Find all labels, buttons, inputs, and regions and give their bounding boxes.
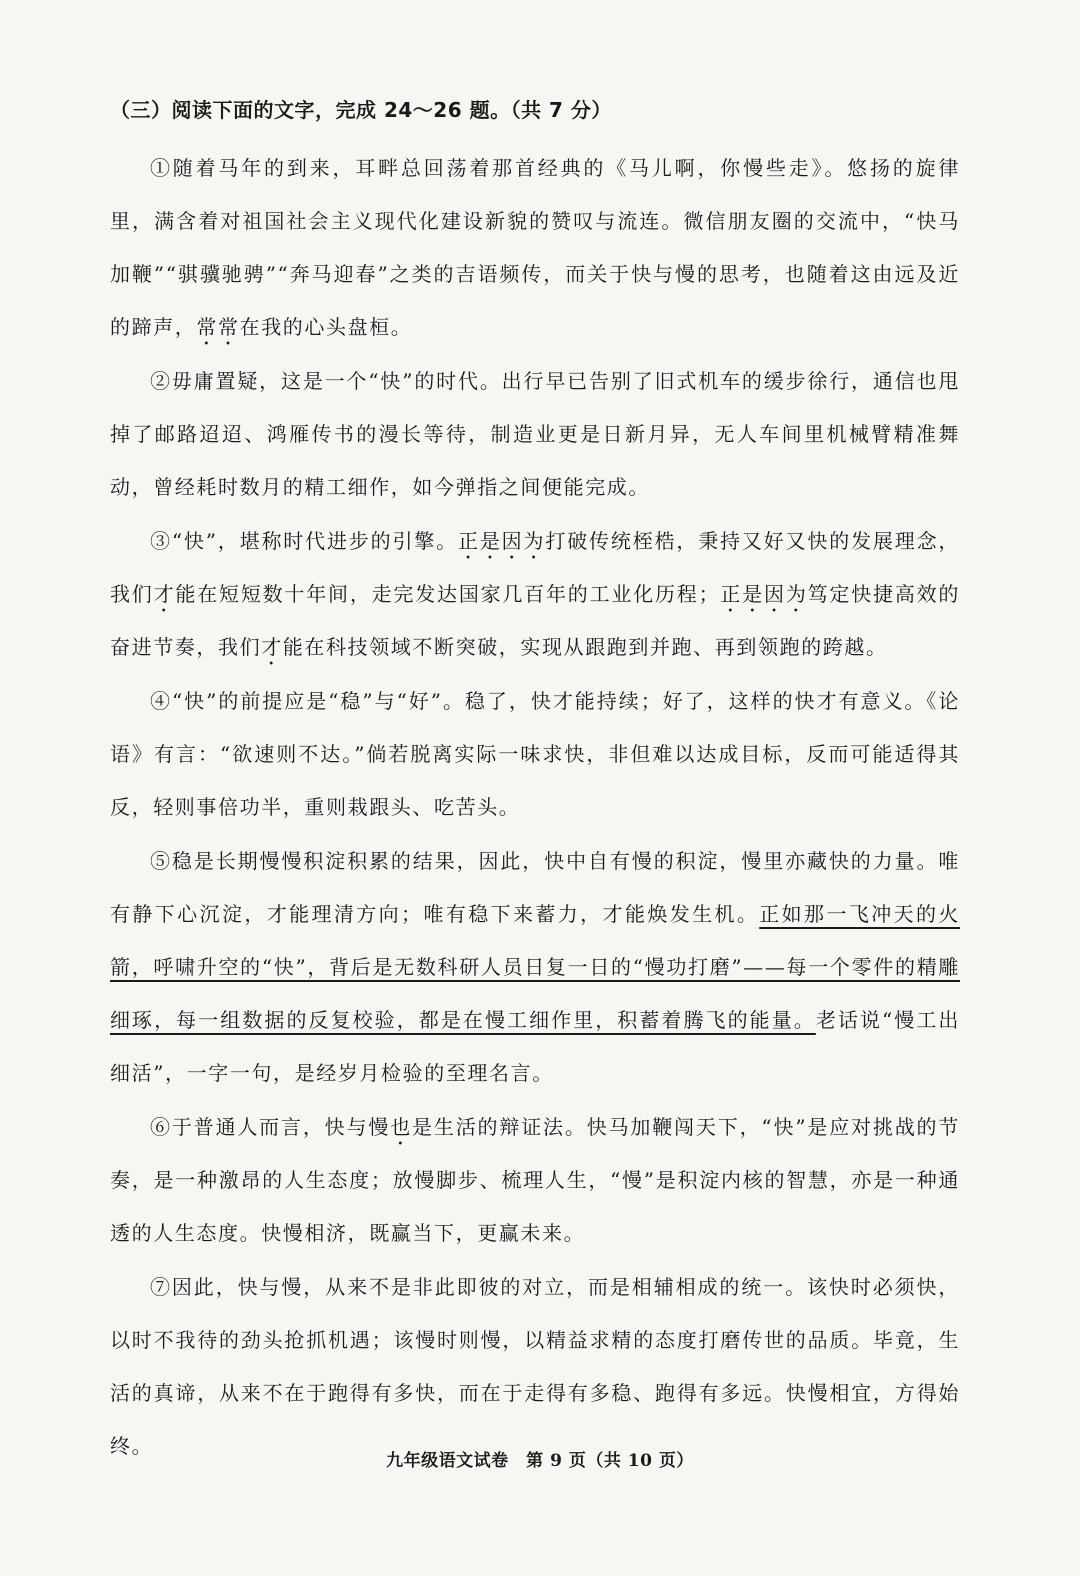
paragraph-text: 能在短短数十年间，走完发达国家几百年的工业化历程； [175, 582, 721, 606]
paragraph-text: 老话说“慢工出细活”，一字一句，是经岁月检验的至理名言。 [110, 1008, 960, 1085]
paragraph-text: ①随着马年的到来，耳畔总回荡着那首经典的《马儿啊，你慢些走》。悠扬的旋律里，满含着对祖国社会主义现代化建设新貌的赞叹与流连。微信朋友圈的交流中，“快马加鞭”“骐骥驰骋”“奔马迎春”之类的吉语频传，而关于快与慢的思考，也随着这由远及近的蹄声， [110, 156, 960, 339]
emphasis-dots-text: 常常 [196, 315, 240, 339]
paragraph-text: 笃定快捷高效的奋进节奏，我们 [110, 582, 961, 659]
page-footer: 九年级语文试卷 第 9 页（共 10 页） [386, 1451, 694, 1471]
paragraph-text: ⑤稳是长期慢慢积淀积累的结果，因此，快中自有慢的积淀，慢里亦藏快的力量。唯有静下心沉淀，才能理清方向；唯有稳下来蓄力，才能焕发生机。 [110, 849, 960, 926]
emphasis-dots-text: 正是因为 [720, 582, 808, 606]
exam-page-body [110, 92, 960, 1473]
paragraph-5 [110, 835, 960, 1100]
paragraph-text: ④“快”的前提应是“稳”与“好”。稳了，快才能持续；好了，这样的快才有意义。《论语》有言：“欲速则不达。”倘若脱离实际一味求快，非但难以达成目标，反而可能适得其反，轻则事倍功半，重则栽跟头、吃苦头。 [110, 689, 960, 819]
paragraph-text: ②毋庸置疑，这是一个“快”的时代。出行早已告别了旧式机车的缓步徐行，通信也甩掉了邮路迢迢、鸿雁传书的漫长等待，制造业更是日新月异，无人车间里机械臂精准舞动，曾经耗时数月的精工细作，如今弹指之间便能完成。 [110, 369, 960, 499]
paragraph-7 [110, 1261, 960, 1473]
paragraph-6 [110, 1101, 960, 1260]
emphasis-dots-text: 正是因为 [458, 529, 546, 553]
paragraph-text: ⑦因此，快与慢，从来不是非此即彼的对立，而是相辅相成的统一。该快时必须快，以时不我待的劲头抢抓机遇；该慢时则慢，以精益求精的态度打磨传世的品质。毕竟，生活的真谛，从来不在于跑得有多快，而在于走得有多稳、跑得有多远。快慢相宜，方得始终。 [110, 1275, 960, 1458]
paragraph-3 [110, 515, 960, 674]
paragraph-2 [110, 355, 960, 514]
paragraph-text: 是生活的辩证法。快马加鞭闯天下，“快”是应对挑战的节奏，是一种激昂的人生态度；放慢脚步、梳理人生，“慢”是积淀内核的智慧，亦是一种通透的人生态度。快慢相济，既赢当下，更赢未来。 [110, 1115, 960, 1245]
passage [110, 142, 960, 1473]
paragraph-text: 能在科技领域不断突破，实现从跟跑到并跑、再到领跑的跨越。 [282, 635, 888, 659]
emphasis-dots-text: 才 [153, 582, 176, 606]
section-title: （三）阅读下面的文字，完成 24～26 题。（共 7 分） [110, 98, 612, 122]
underlined-sentence: 正如那一飞冲天的火箭，呼啸升空的“快”，背后是无数科研人员日复一日的“慢功打磨”——每一个零件的精雕细琢，每一组数据的反复校验，都是在慢工细作里，积蓄着腾飞的能量。 [110, 902, 960, 1032]
paragraph-1 [110, 142, 960, 354]
emphasis-dots-text: 才 [261, 635, 283, 659]
paragraph-text: 在我的心头盘桓。 [239, 315, 413, 339]
paragraph-4 [110, 675, 960, 834]
paragraph-text: 打破传统桎梏，秉持又好又快的发展理念，我们 [110, 529, 961, 606]
paragraph-text: ③“快”，堪称时代进步的引擎。 [150, 529, 458, 553]
paragraph-text: ⑥于普通人而言，快与慢 [150, 1115, 391, 1139]
emphasis-dots-text: 也 [390, 1115, 413, 1139]
